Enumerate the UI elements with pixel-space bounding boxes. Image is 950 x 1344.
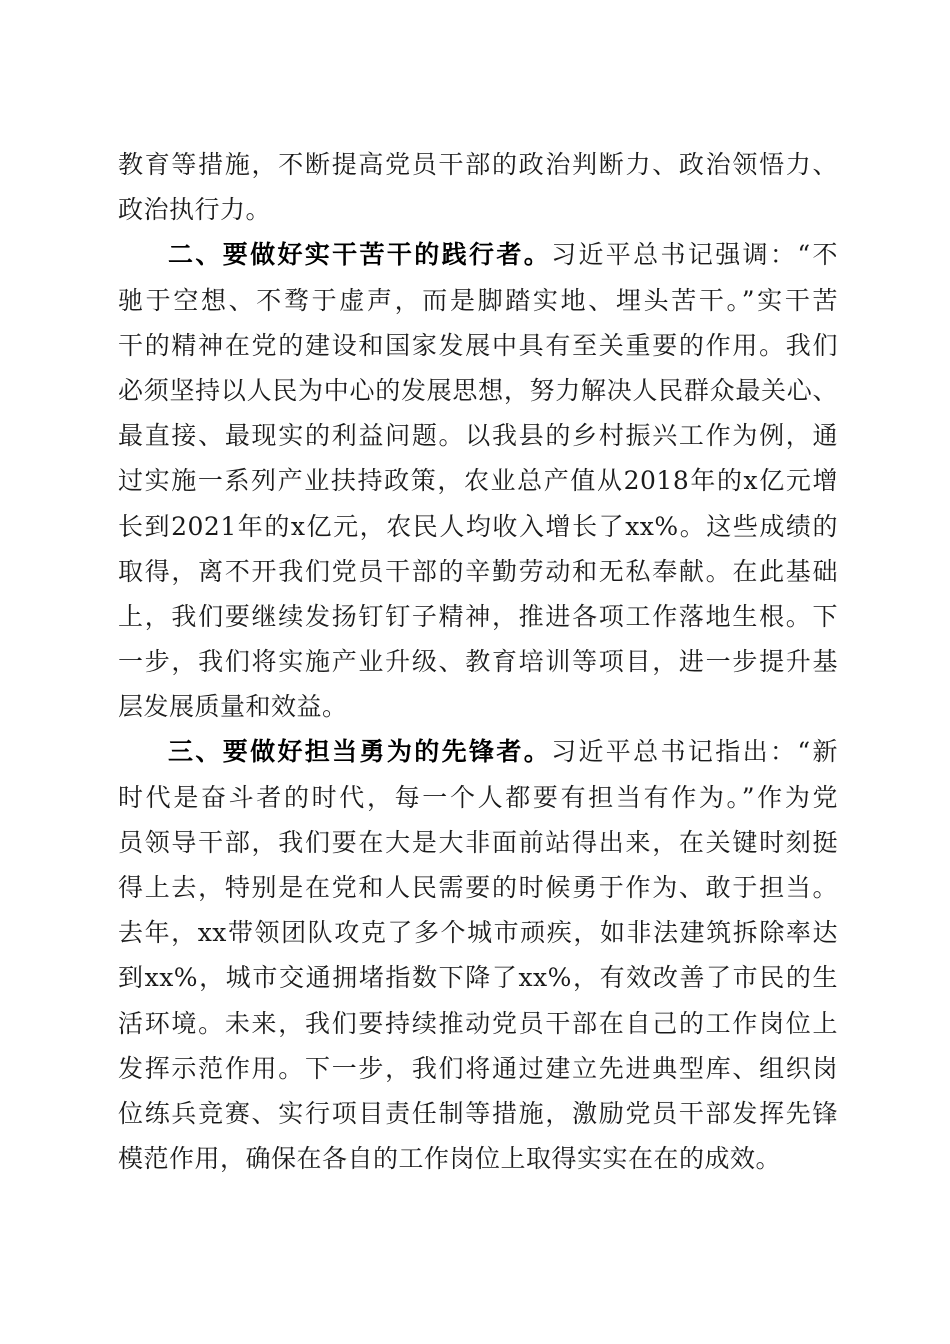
section-heading-3: 三、要做好担当勇为的先锋者。 [168,737,552,767]
text-line: 一步，我们将实施产业升级、教育培训等项目，进一步提升基 [118,647,838,677]
section-heading-2: 二、要做好实干苦干的践行者。 [168,240,552,270]
paragraph-3 [118,729,838,1181]
text-line: 模范作用，确保在各自的工作岗位上取得实实在在的成效。 [118,1144,782,1174]
text-line: 取得，离不开我们党员干部的辛勤劳动和无私奉献。在此基础 [118,556,838,586]
text-line: 上，我们要继续发扬钉钉子精神，推进各项工作落地生根。下 [118,601,838,631]
text-line: 层发展质量和效益。 [118,692,348,722]
text-line: 得上去，特别是在党和人民需要的时候勇于作为、敢于担当。 [118,873,838,902]
text-line: 位练兵竞赛、实行项目责任制等措施，激励党员干部发挥先锋 [118,1098,838,1128]
text-line: 活环境。未来，我们要持续推动党员干部在自己的工作岗位上 [118,1008,838,1038]
paragraph-first-line [118,729,838,774]
paragraph-first-line [118,232,838,277]
paragraph-2 [118,232,838,729]
text-span: 习近平总书记强调：“不 [551,240,838,270]
text-line: 干的精神在党的建设和国家发展中具有至关重要的作用。我们 [118,330,838,360]
text-line: 长到2021年的x亿元，农民人均收入增长了xx%。这些成绩的 [118,511,838,541]
text-line: 最直接、最现实的利益问题。以我县的乡村振兴工作为例，通 [118,421,838,451]
text-line: 到xx%，城市交通拥堵指数下降了xx%，有效改善了市民的生 [118,963,838,993]
paragraph-1 [118,142,838,232]
text-line: 教育等措施，不断提高党员干部的政治判断力、政治领悟力、 [118,150,838,179]
text-line: 过实施一系列产业扶持政策，农业总产值从2018年的x亿元增 [118,466,838,496]
text-line: 必须坚持以人民为中心的发展思想，努力解决人民群众最关心、 [118,375,838,405]
text-span: 习近平总书记指出：“新 [551,737,838,767]
text-line: 去年，xx带领团队攻克了多个城市顽疾，如非法建筑拆除率达 [118,918,838,948]
text-line: 政治执行力。 [118,195,272,225]
text-line: 驰于空想、不骛于虚声，而是脚踏实地、埋头苦干。”实干苦 [118,285,838,315]
text-line: 发挥示范作用。下一步，我们将通过建立先进典型库、组织岗 [118,1053,838,1083]
document-body [118,142,838,1181]
text-line: 时代是奋斗者的时代，每一个人都要有担当有作为。”作为党 [118,782,838,812]
text-line: 员领导干部，我们要在大是大非面前站得出来，在关键时刻挺 [118,827,838,857]
